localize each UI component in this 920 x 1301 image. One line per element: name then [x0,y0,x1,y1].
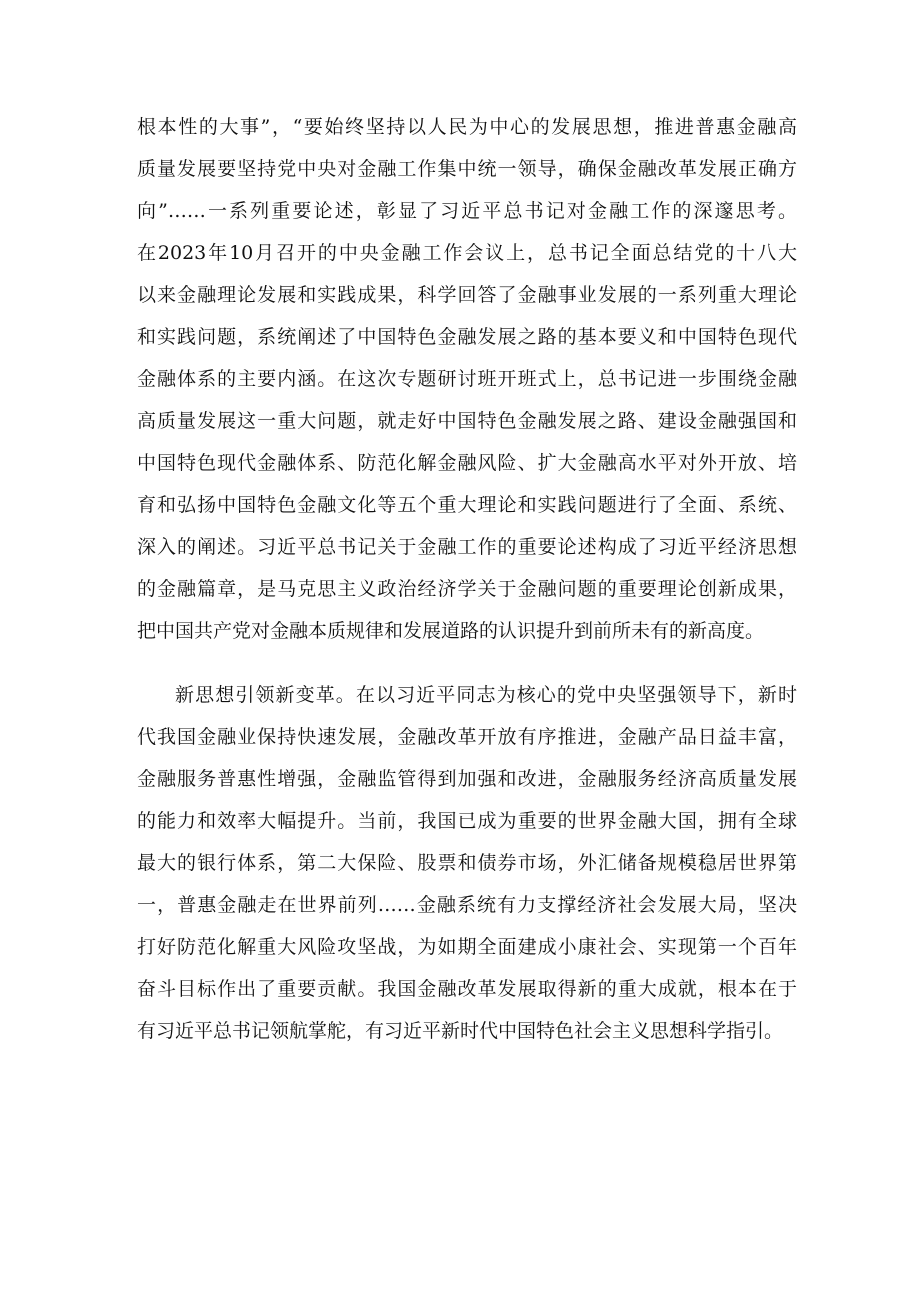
text-line: 在2023年10月召开的中央金融工作会议上，总书记全面总结党的十八大 [137,242,797,264]
text-line: 有习近平总书记领航掌舵，有习近平新时代中国特色社会主义思想科学指引。 [137,1020,784,1042]
text-line: 金融服务普惠性增强，金融监管得到加强和改进，金融服务经济高质量发展 [137,768,797,790]
text-line: 根本性的大事”，“要始终坚持以人民为中心的发展思想，推进普惠金融高 [137,116,797,138]
text-line: 金融体系的主要内涵。在这次专题研讨班开班式上，总书记进一步围绕金融 [137,368,797,390]
text-line: 最大的银行体系，第二大保险、股票和债券市场，外汇储备规模稳居世界第 [137,852,797,874]
text-line: 以来金融理论发展和实践成果，科学回答了金融事业发展的一系列重大理论 [137,284,797,306]
text-line: 代我国金融业保持快速发展，金融改革开放有序推进，金融产品日益丰富， [137,726,797,748]
text-line: 把中国共产党对金融本质规律和发展道路的认识提升到前所未有的新高度。 [137,620,765,642]
text-line: 和实践问题，系统阐述了中国特色金融发展之路的基本要义和中国特色现代 [137,326,797,348]
text-line: 奋斗目标作出了重要贡献。我国金融改革发展取得新的重大成就，根本在于 [137,978,797,1000]
text-line: 质量发展要坚持党中央对金融工作集中统一领导，确保金融改革发展正确方 [137,158,797,180]
text-line: 新思想引领新变革。在以习近平同志为核心的党中央坚强领导下，新时 [175,684,797,706]
text-line: 中国特色现代金融体系、防范化解金融风险、扩大金融高水平对外开放、培 [137,452,797,474]
text-line: 高质量发展这一重大问题，就走好中国特色金融发展之路、建设金融强国和 [137,410,797,432]
text-line: 深入的阐述。习近平总书记关于金融工作的重要论述构成了习近平经济思想 [137,536,797,558]
text-line: 向”……一系列重要论述，彰显了习近平总书记对金融工作的深邃思考。 [137,200,797,222]
text-line: 一，普惠金融走在世界前列……金融系统有力支撑经济社会发展大局，坚决 [137,894,797,916]
text-line: 的能力和效率大幅提升。当前，我国已成为重要的世界金融大国，拥有全球 [137,810,797,832]
text-line: 育和弘扬中国特色金融文化等五个重大理论和实践问题进行了全面、系统、 [137,494,797,516]
text-line: 打好防范化解重大风险攻坚战，为如期全面建成小康社会、实现第一个百年 [137,936,797,958]
text-line: 的金融篇章，是马克思主义政治经济学关于金融问题的重要理论创新成果， [137,578,797,600]
